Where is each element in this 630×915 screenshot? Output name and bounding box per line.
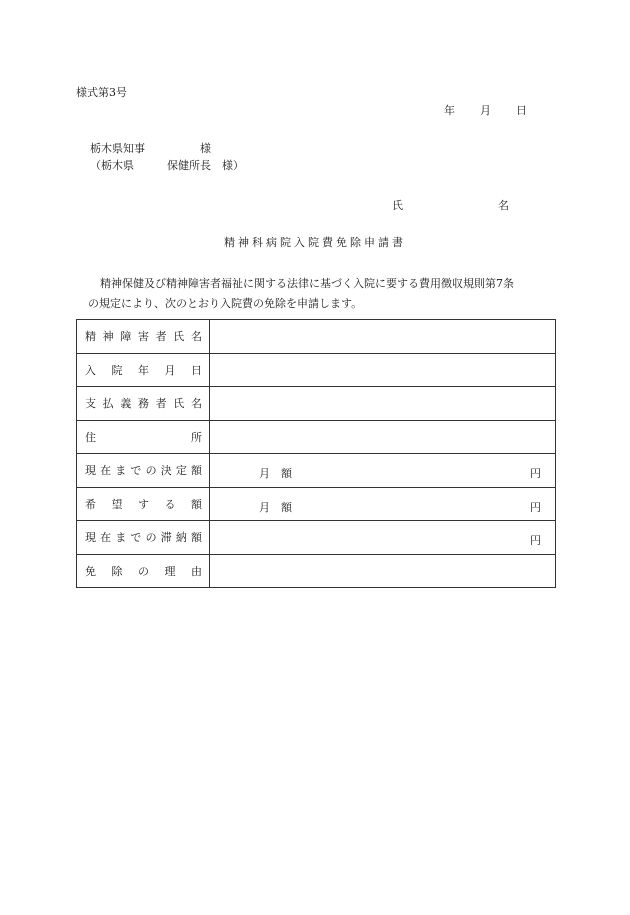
row-value-field[interactable] (210, 353, 556, 387)
row-label-char: 支 (85, 397, 96, 411)
row-value-field[interactable] (210, 387, 556, 421)
addressee-health-center: （栃木県 保健所長 様） (90, 159, 244, 172)
row-label-char: の (145, 531, 157, 545)
row-label-char: 現 (85, 531, 96, 545)
row-label-cell (77, 521, 210, 555)
row-label-char: 院 (111, 363, 123, 377)
row-label-char: で (130, 531, 142, 545)
date-day: 日 (516, 104, 527, 117)
row-label (77, 395, 209, 411)
row-label-char: 精 (85, 330, 96, 344)
row-label-char: 由 (191, 564, 202, 578)
body-text-line-1: 精神保健及び精神障害者福祉に関する法律に基づく入院に要する費用徴収規則第7条 (100, 277, 514, 290)
table-row (77, 387, 556, 421)
row-label-char: 住 (85, 430, 96, 444)
row-label-char: 額 (190, 464, 202, 478)
name-family-label: 氏 (392, 199, 403, 212)
row-label-char: 神 (102, 330, 114, 344)
addressee-governor: 栃木県知事 様 (90, 142, 211, 155)
row-label-cell (77, 387, 210, 421)
row-label-cell (77, 320, 210, 354)
row-label-char: 決 (160, 464, 172, 478)
row-label-char: で (130, 464, 142, 478)
row-label-char: 免 (85, 564, 96, 578)
yen-unit-label: 円 (530, 534, 541, 547)
row-label (77, 563, 209, 579)
row-label-char: 現 (85, 464, 96, 478)
row-value-field[interactable] (210, 420, 556, 454)
row-label-char: 者 (155, 330, 167, 344)
table-row (77, 420, 556, 454)
row-label-char: の (145, 464, 157, 478)
row-value-field[interactable] (210, 521, 556, 555)
row-label (77, 529, 209, 545)
row-label-char: 在 (100, 464, 112, 478)
row-value-field[interactable] (210, 320, 556, 354)
row-label-char: 所 (191, 430, 202, 444)
yen-unit-label: 円 (530, 467, 541, 480)
table-row (77, 521, 556, 555)
application-form-table (76, 319, 556, 588)
table-row (77, 554, 556, 588)
table-row (77, 353, 556, 387)
row-label-char: 望 (111, 497, 123, 511)
table-row (77, 320, 556, 354)
row-label-char: 理 (164, 564, 176, 578)
row-label (77, 462, 209, 478)
document-title: 精神科病院入院費免除申請書 (224, 236, 406, 249)
row-label-char: の (138, 564, 149, 578)
table-row (77, 454, 556, 488)
row-value-field[interactable] (210, 454, 556, 488)
form-number: 様式第3号 (76, 86, 127, 99)
row-label-char: 年 (138, 363, 149, 377)
row-label (77, 496, 209, 512)
applicant-name-line (392, 200, 509, 211)
row-label-char: 義 (120, 397, 132, 411)
row-label-char: 納 (175, 531, 187, 545)
monthly-amount-label: 月 額 (259, 467, 292, 480)
row-label-cell (77, 487, 210, 521)
row-label-char: 入 (85, 363, 96, 377)
row-label-char: 払 (102, 397, 114, 411)
yen-unit-label: 円 (530, 500, 541, 514)
date-line (444, 105, 527, 116)
row-value-field[interactable] (210, 487, 556, 521)
row-label-char: ま (115, 464, 127, 478)
row-label-char: 名 (190, 397, 202, 411)
row-label-char: 日 (191, 363, 202, 377)
row-label-char: る (164, 497, 176, 511)
row-label (77, 362, 209, 378)
date-year: 年 (444, 104, 455, 117)
row-label-char: 月 (164, 363, 176, 377)
table-row (77, 487, 556, 521)
row-label-char: 者 (155, 397, 167, 411)
row-label-char: す (138, 497, 149, 511)
row-label-char: 希 (85, 497, 96, 511)
row-label-cell (77, 353, 210, 387)
row-label-char: 務 (137, 397, 149, 411)
row-label-char: 氏 (173, 330, 185, 344)
row-label (77, 328, 209, 344)
row-label-char: 額 (191, 497, 202, 511)
row-label-char: 定 (175, 464, 187, 478)
row-label-char: ま (115, 531, 127, 545)
row-label-char: 在 (100, 531, 112, 545)
row-label-char: 除 (111, 564, 123, 578)
row-label-cell (77, 420, 210, 454)
row-value-field[interactable] (210, 554, 556, 588)
date-month: 月 (480, 104, 491, 117)
name-given-label: 名 (498, 199, 509, 212)
row-label-char: 氏 (173, 397, 185, 411)
row-label-cell (77, 454, 210, 488)
row-label-cell (77, 554, 210, 588)
row-label-char: 名 (190, 330, 202, 344)
body-text-line-2: の規定により、次のとおり入院費の免除を申請します。 (88, 297, 363, 310)
row-label-char: 滞 (160, 531, 172, 545)
row-label-char: 障 (120, 330, 132, 344)
row-label-char: 害 (137, 330, 149, 344)
row-label (77, 429, 209, 445)
monthly-amount-label: 月 額 (259, 500, 292, 514)
row-label-char: 額 (190, 531, 202, 545)
